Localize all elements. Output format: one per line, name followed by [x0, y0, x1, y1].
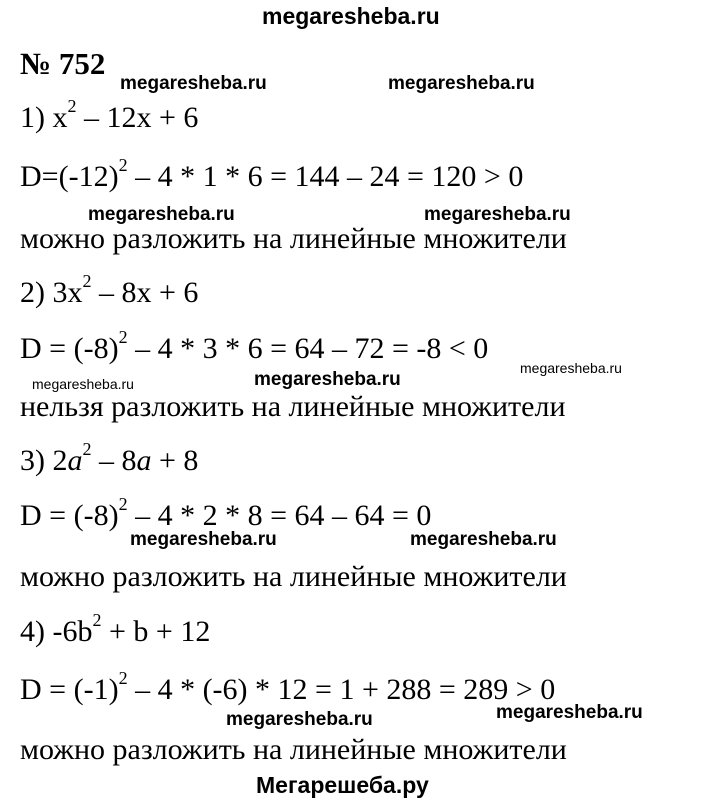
conclusion-1: можно разложить на линейные множители [20, 222, 567, 255]
conclusion-2: нельзя разложить на линейные множители [20, 390, 566, 423]
watermark: megaresheba.ru [520, 360, 622, 376]
discriminant-2: $D = (-8)^2 - 4 * 3 * 6 = 64 - 72 = -8 < 0$ [20, 327, 489, 365]
watermark: megaresheba.ru [120, 73, 267, 94]
watermark: megaresheba.ru [424, 204, 571, 225]
watermark: megaresheba.ru [388, 73, 535, 94]
conclusion-3: можно разложить на линейные множители [20, 560, 567, 593]
discriminant-1: $D=(-12)^2 - 4 * 1 * 6 = 144 - 24 = 120 > 0$ [20, 155, 524, 193]
watermark: megaresheba.ru [88, 204, 235, 225]
expression-3: 3) $2a^2 - 8a + 8$ [20, 439, 199, 477]
watermark: megaresheba.ru [410, 529, 557, 550]
watermark: megaresheba.ru [254, 369, 401, 390]
conclusion-4: можно разложить на линейные множители [20, 733, 567, 766]
expression-2: 2) $3x^2 - 8x + 6$ [20, 271, 199, 309]
watermark: megaresheba.ru [496, 702, 643, 723]
expression-1: 1) $x^2 - 12x + 6$ [20, 96, 199, 134]
expression-4: 4) $-6b^2 + b + 12$ [20, 610, 211, 648]
discriminant-4: $D = (-1)^2 - 4 * (-6) * 12 = 1 + 288 = 289 > 0$ [20, 668, 556, 706]
watermark: megaresheba.ru [32, 376, 134, 392]
discriminant-3: $D = (-8)^2 - 4 * 2 * 8 = 64 - 64 = 0$ [20, 494, 432, 532]
problem-number: № 752 [20, 46, 106, 81]
header-watermark: megaresheba.ru [262, 3, 440, 29]
watermark: megaresheba.ru [130, 529, 277, 550]
watermark: megaresheba.ru [226, 709, 373, 730]
footer-watermark: Мегарешеба.ру [256, 772, 429, 798]
